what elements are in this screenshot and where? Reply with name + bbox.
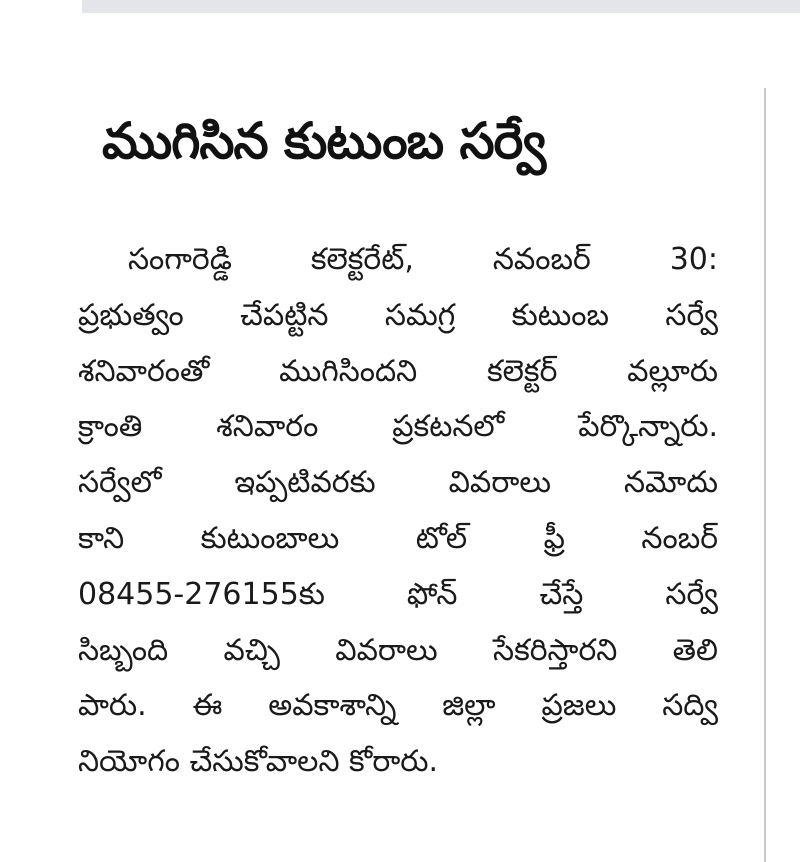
article-line: పారు. ఈ అవకాశాన్ని జిల్లా ప్రజలు సద్వి [78, 688, 718, 724]
article-line: ప్రభుత్వం చేపట్టిన సమగ్ర కుటుంబ సర్వే [78, 297, 718, 333]
article-line-dateline: సంగారెడ్డి కలెక్టరేట్, నవంబర్ 30: [128, 242, 718, 277]
column-divider [764, 88, 766, 862]
article-line: శనివారంతో ముగిసిందని కలెక్టర్ వల్లూరు [78, 353, 718, 389]
article-body [78, 232, 718, 790]
article-line: క్రాంతి శనివారం ప్రకటనలో పేర్కొన్నారు. [78, 409, 718, 445]
article-line-phone: 08455-276155కు ఫోన్ చేస్తే సర్వే [78, 576, 718, 612]
previous-column-band [82, 0, 800, 13]
article-line: సర్వేలో ఇప్పటివరకు వివరాలు నమోదు [78, 465, 718, 501]
article-line-last: నియోగం చేసుకోవాలని కోరారు. [78, 744, 439, 780]
article-line: సిబ్బంది వచ్చి వివరాలు సేకరిస్తారని తెలి [78, 632, 718, 668]
article-line: కాని కుటుంబాలు టోల్ ఫ్రీ నంబర్ [78, 520, 718, 556]
article-headline: ముగిసిన కుటుంబ సర్వే [102, 112, 546, 170]
